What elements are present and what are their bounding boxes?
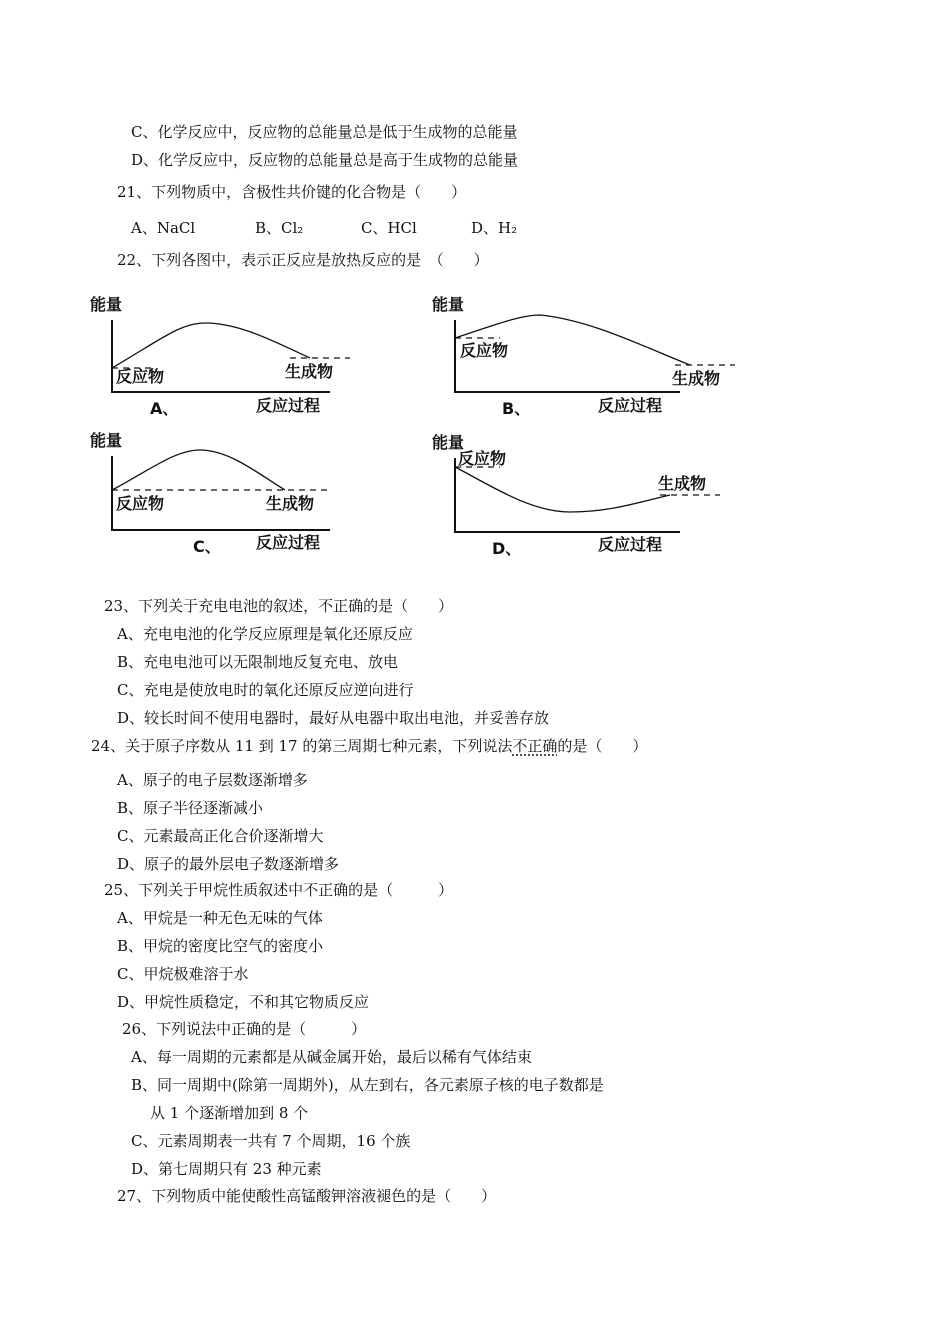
graph-c-energy-label: 能量 <box>90 431 123 450</box>
q27-stem: 27、下列物质中能使酸性高锰酸钾溶液褪色的是（ ） <box>117 1187 497 1205</box>
q26-option-c: C、元素周期表一共有 7 个周期，16 个族 <box>131 1132 411 1150</box>
q22-energy-diagrams <box>0 290 950 560</box>
graph-d-reactant-label: 反应物 <box>458 449 507 468</box>
graph-c <box>90 431 330 556</box>
graph-c-reactant-label: 反应物 <box>116 494 165 513</box>
graph-b-caption: B、 <box>502 399 531 418</box>
graph-d-product-label: 生成物 <box>658 474 707 493</box>
q21-option-d: D、H₂ <box>471 219 518 237</box>
q24-option-b: B、原子半径逐渐减小 <box>117 799 264 817</box>
graph-a-energy-curve <box>112 323 310 368</box>
q23-option-a: A、充电电池的化学反应原理是氧化还原反应 <box>117 625 413 643</box>
graph-d-process-label: 反应过程 <box>598 535 663 554</box>
q25-stem: 25、下列关于甲烷性质叙述中不正确的是（ ） <box>104 881 454 899</box>
graph-d-energy-curve <box>455 467 670 512</box>
graph-b-energy-label: 能量 <box>432 295 465 314</box>
q22-stem: 22、下列各图中，表示正反应是放热反应的是 （ ） <box>117 251 489 269</box>
q26-stem: 26、下列说法中正确的是（ ） <box>122 1020 367 1038</box>
q25-option-a: A、甲烷是一种无色无味的气体 <box>117 909 323 927</box>
q24-stem-emphasis: 不正确 <box>512 737 558 755</box>
q23-option-d: D、较长时间不使用电器时，最好从电器中取出电池，并妥善存放 <box>117 709 550 727</box>
graph-c-process-label: 反应过程 <box>256 533 321 552</box>
q26-option-d: D、第七周期只有 23 种元素 <box>131 1160 322 1178</box>
graph-a-reactant-label: 反应物 <box>116 367 165 386</box>
q24-stem <box>91 736 647 756</box>
graph-c-energy-curve <box>112 450 285 490</box>
graph-b <box>432 295 735 418</box>
q21-option-a: A、NaCl <box>131 219 196 237</box>
graph-d-caption: D、 <box>492 539 522 558</box>
q26-option-a: A、每一周期的元素都是从碱金属开始，最后以稀有气体结束 <box>131 1048 532 1066</box>
q25-option-c: C、甲烷极难溶于水 <box>117 965 249 983</box>
graph-b-product-label: 生成物 <box>672 369 721 388</box>
q23-stem: 23、下列关于充电电池的叙述，不正确的是（ ） <box>104 597 454 615</box>
q25-option-b: B、甲烷的密度比空气的密度小 <box>117 937 324 955</box>
graph-d-energy-label: 能量 <box>432 433 465 452</box>
q21-option-c: C、HCl <box>361 219 417 237</box>
graph-a <box>90 295 350 418</box>
graph-a-energy-label: 能量 <box>90 295 123 314</box>
q20-option-d: D、化学反应中，反应物的总能量总是高于生成物的总能量 <box>131 151 519 169</box>
q26-option-b: B、同一周期中(除第一周期外)，从左到右，各元素原子核的电子数都是 <box>131 1076 604 1094</box>
q26-option-b-continued: 从 1 个逐渐增加到 8 个 <box>150 1104 309 1122</box>
graph-d-axes <box>455 458 680 532</box>
q23-option-b: B、充电电池可以无限制地反复充电、放电 <box>117 653 399 671</box>
graph-b-process-label: 反应过程 <box>598 396 663 415</box>
q24-option-d: D、原子的最外层电子数逐渐增多 <box>117 855 340 873</box>
graph-c-product-label: 生成物 <box>266 494 315 513</box>
graph-a-product-label: 生成物 <box>285 362 334 381</box>
graph-d <box>432 433 720 558</box>
graph-c-caption: C、 <box>193 537 221 556</box>
q20-option-c: C、化学反应中，反应物的总能量总是低于生成物的总能量 <box>131 123 518 141</box>
graph-a-process-label: 反应过程 <box>256 396 321 415</box>
q24-option-a: A、原子的电子层数逐渐增多 <box>117 771 308 789</box>
q21-stem: 21、下列物质中，含极性共价键的化合物是（ ） <box>117 183 467 201</box>
q25-option-d: D、甲烷性质稳定，不和其它物质反应 <box>117 993 370 1011</box>
q24-stem-start: 24、关于原子序数从 11 到 17 的第三周期七种元素，下列说法 <box>91 737 513 755</box>
graph-c-axes <box>112 456 330 530</box>
q24-stem-end: 的是（ ） <box>557 737 648 755</box>
q24-option-c: C、元素最高正化合价逐渐增大 <box>117 827 324 845</box>
graph-a-caption: A、 <box>150 399 179 418</box>
graph-b-reactant-label: 反应物 <box>460 341 509 360</box>
q23-option-c: C、充电是使放电时的氧化还原反应逆向进行 <box>117 681 414 699</box>
q21-option-b: B、Cl₂ <box>255 219 304 237</box>
